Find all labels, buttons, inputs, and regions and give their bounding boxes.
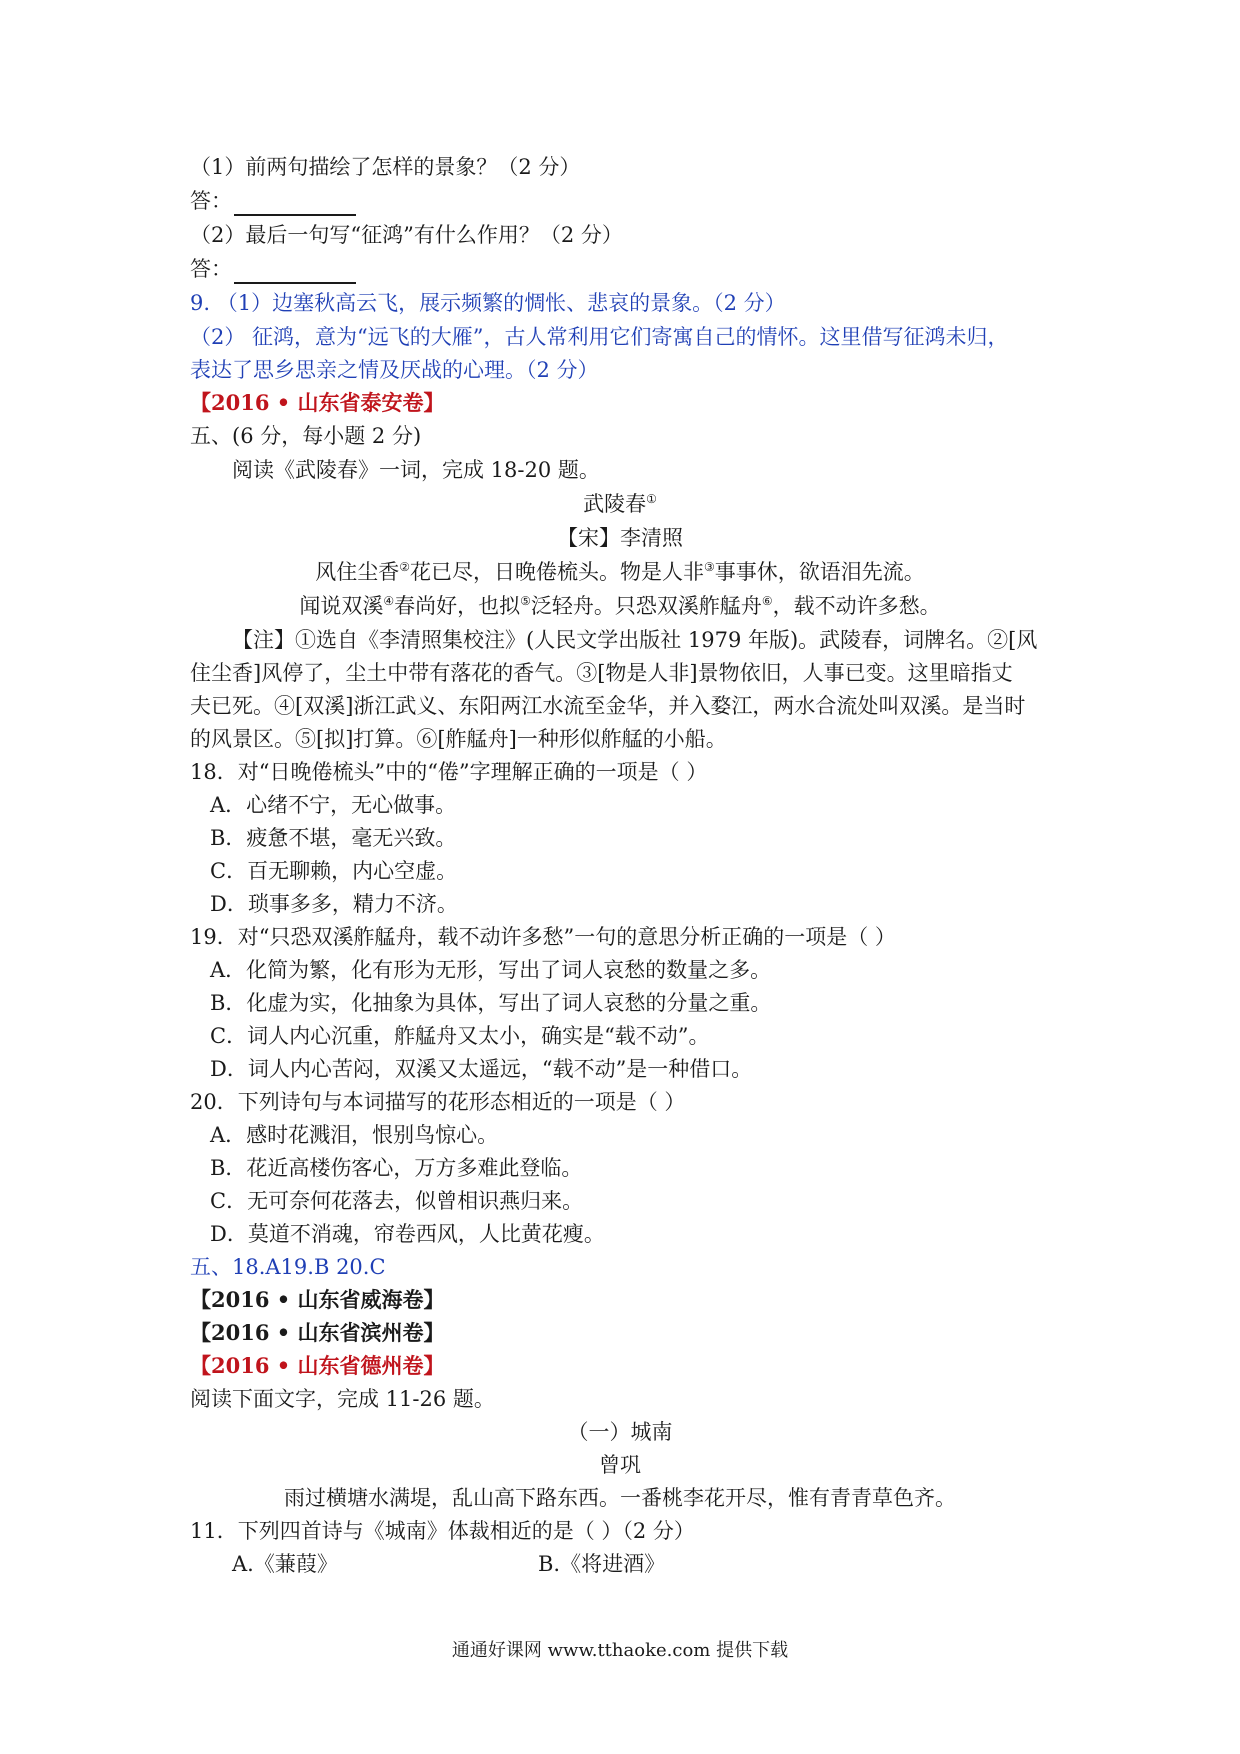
note-line-1: 【注】①选自《李清照集校注》(人民文学出版社 1979 年版)。武陵春，词牌名。②[风 — [232, 628, 1038, 652]
q8-sub2: （2）最后一句写“征鸿”有什么作用？（2 分） — [190, 223, 623, 247]
answer-label: 答： — [190, 257, 232, 281]
taian-heading: 【2016 • 山东省泰安卷】 — [190, 390, 445, 415]
taian-answer: 五、18.A19.B 20.C — [190, 1255, 386, 1279]
taian-intro: 阅读《武陵春》一词，完成 18-20 题。 — [232, 458, 600, 482]
chengnan-poem-line: 雨过横塘水满堤，乱山高下路东西。一番桃李花开尽，惟有青青草色齐。 — [284, 1486, 956, 1510]
binzhou-heading: 【2016 • 山东省滨州卷】 — [190, 1320, 445, 1345]
q19-option-d: D．词人内心苦闷，双溪又太遥远，“载不动”是一种借口。 — [210, 1057, 753, 1081]
answer9-line3: 表达了思乡思亲之情及厌战的心理。（2 分） — [190, 358, 599, 382]
note-line-4: 的风景区。⑤[拟]打算。⑥[舴艋舟]一种形似舴艋的小船。 — [190, 727, 727, 751]
q8-sub1: （1）前两句描绘了怎样的景象？（2 分） — [190, 155, 581, 179]
dezhou-heading: 【2016 • 山东省德州卷】 — [190, 1353, 445, 1378]
answer-blank-2 — [234, 260, 356, 284]
poem-title: 武陵春① — [583, 492, 657, 516]
answer-label: 答： — [190, 189, 232, 213]
answer9-line2: （2） 征鸿，意为“远飞的大雁”，古人常利用它们寄寓自己的情怀。这里借写征鸿未归， — [190, 325, 1009, 349]
chengnan-title: （一）城南 — [567, 1420, 673, 1444]
note-line-3: 夫已死。④[双溪]浙江武义、东阳两江水流至金华，并入婺江，两水合流处叫双溪。是当时 — [190, 694, 1026, 718]
q20-option-b: B．花近高楼伤客心，万方多难此登临。 — [210, 1156, 583, 1180]
q18-option-d: D．琐事多多，精力不济。 — [210, 892, 458, 916]
poem-line-2: 闻说双溪④春尚好，也拟⑤泛轻舟。只恐双溪舴艋舟⑥，载不动许多愁。 — [299, 594, 941, 618]
q11-stem: 11．下列四首诗与《城南》体裁相近的是（ ）（2 分） — [190, 1519, 695, 1543]
note-line-2: 住尘香]风停了，尘土中带有落花的香气。③[物是人非]景物依旧，人事已变。这里暗指丈 — [190, 661, 1013, 685]
q18-option-a: A．心绪不宁，无心做事。 — [210, 793, 457, 817]
q11-option-a: A.《蒹葭》 — [232, 1552, 338, 1576]
q18-stem: 18．对“日晚倦梳头”中的“倦”字理解正确的一项是（ ） — [190, 760, 708, 784]
answer-line-2 — [190, 254, 356, 284]
q20-option-c: C．无可奈何花落去，似曾相识燕归来。 — [210, 1189, 584, 1213]
answer9-line1: 9. （1）边塞秋高云飞，展示频繁的惆怅、悲哀的景象。（2 分） — [190, 291, 786, 315]
taian-section: 五、(6 分，每小题 2 分) — [190, 424, 422, 448]
q11-option-b: B.《将进酒》 — [538, 1552, 666, 1576]
q20-stem: 20．下列诗句与本词描写的花形态相近的一项是（ ） — [190, 1090, 686, 1114]
page-footer: 通通好课网 www.tthaoke.com 提供下载 — [451, 1640, 789, 1661]
weihai-heading: 【2016 • 山东省威海卷】 — [190, 1287, 445, 1312]
poem-author: 【宋】李清照 — [557, 526, 683, 550]
q20-option-d: D．莫道不消魂，帘卷西风，人比黄花瘦。 — [210, 1222, 605, 1246]
q18-option-b: B．疲惫不堪，毫无兴致。 — [210, 826, 457, 850]
q19-option-c: C．词人内心沉重，舴艋舟又太小，确实是“载不动”。 — [210, 1024, 710, 1048]
dezhou-intro: 阅读下面文字，完成 11-26 题。 — [190, 1387, 495, 1411]
q19-stem: 19．对“只恐双溪舴艋舟，载不动许多愁”一句的意思分析正确的一项是（ ） — [190, 925, 896, 949]
q18-option-c: C．百无聊赖，内心空虚。 — [210, 859, 458, 883]
poem-line-1: 风住尘香②花已尽，日晚倦梳头。物是人非③事事休，欲语泪先流。 — [315, 560, 925, 584]
answer-line-1 — [190, 186, 356, 216]
q19-option-b: B．化虚为实，化抽象为具体，写出了词人哀愁的分量之重。 — [210, 991, 772, 1015]
chengnan-author: 曾巩 — [599, 1453, 641, 1477]
q19-option-a: A．化简为繁，化有形为无形，写出了词人哀愁的数量之多。 — [210, 958, 772, 982]
answer-blank-1 — [234, 192, 356, 216]
q20-option-a: A．感时花溅泪，恨别鸟惊心。 — [210, 1123, 499, 1147]
